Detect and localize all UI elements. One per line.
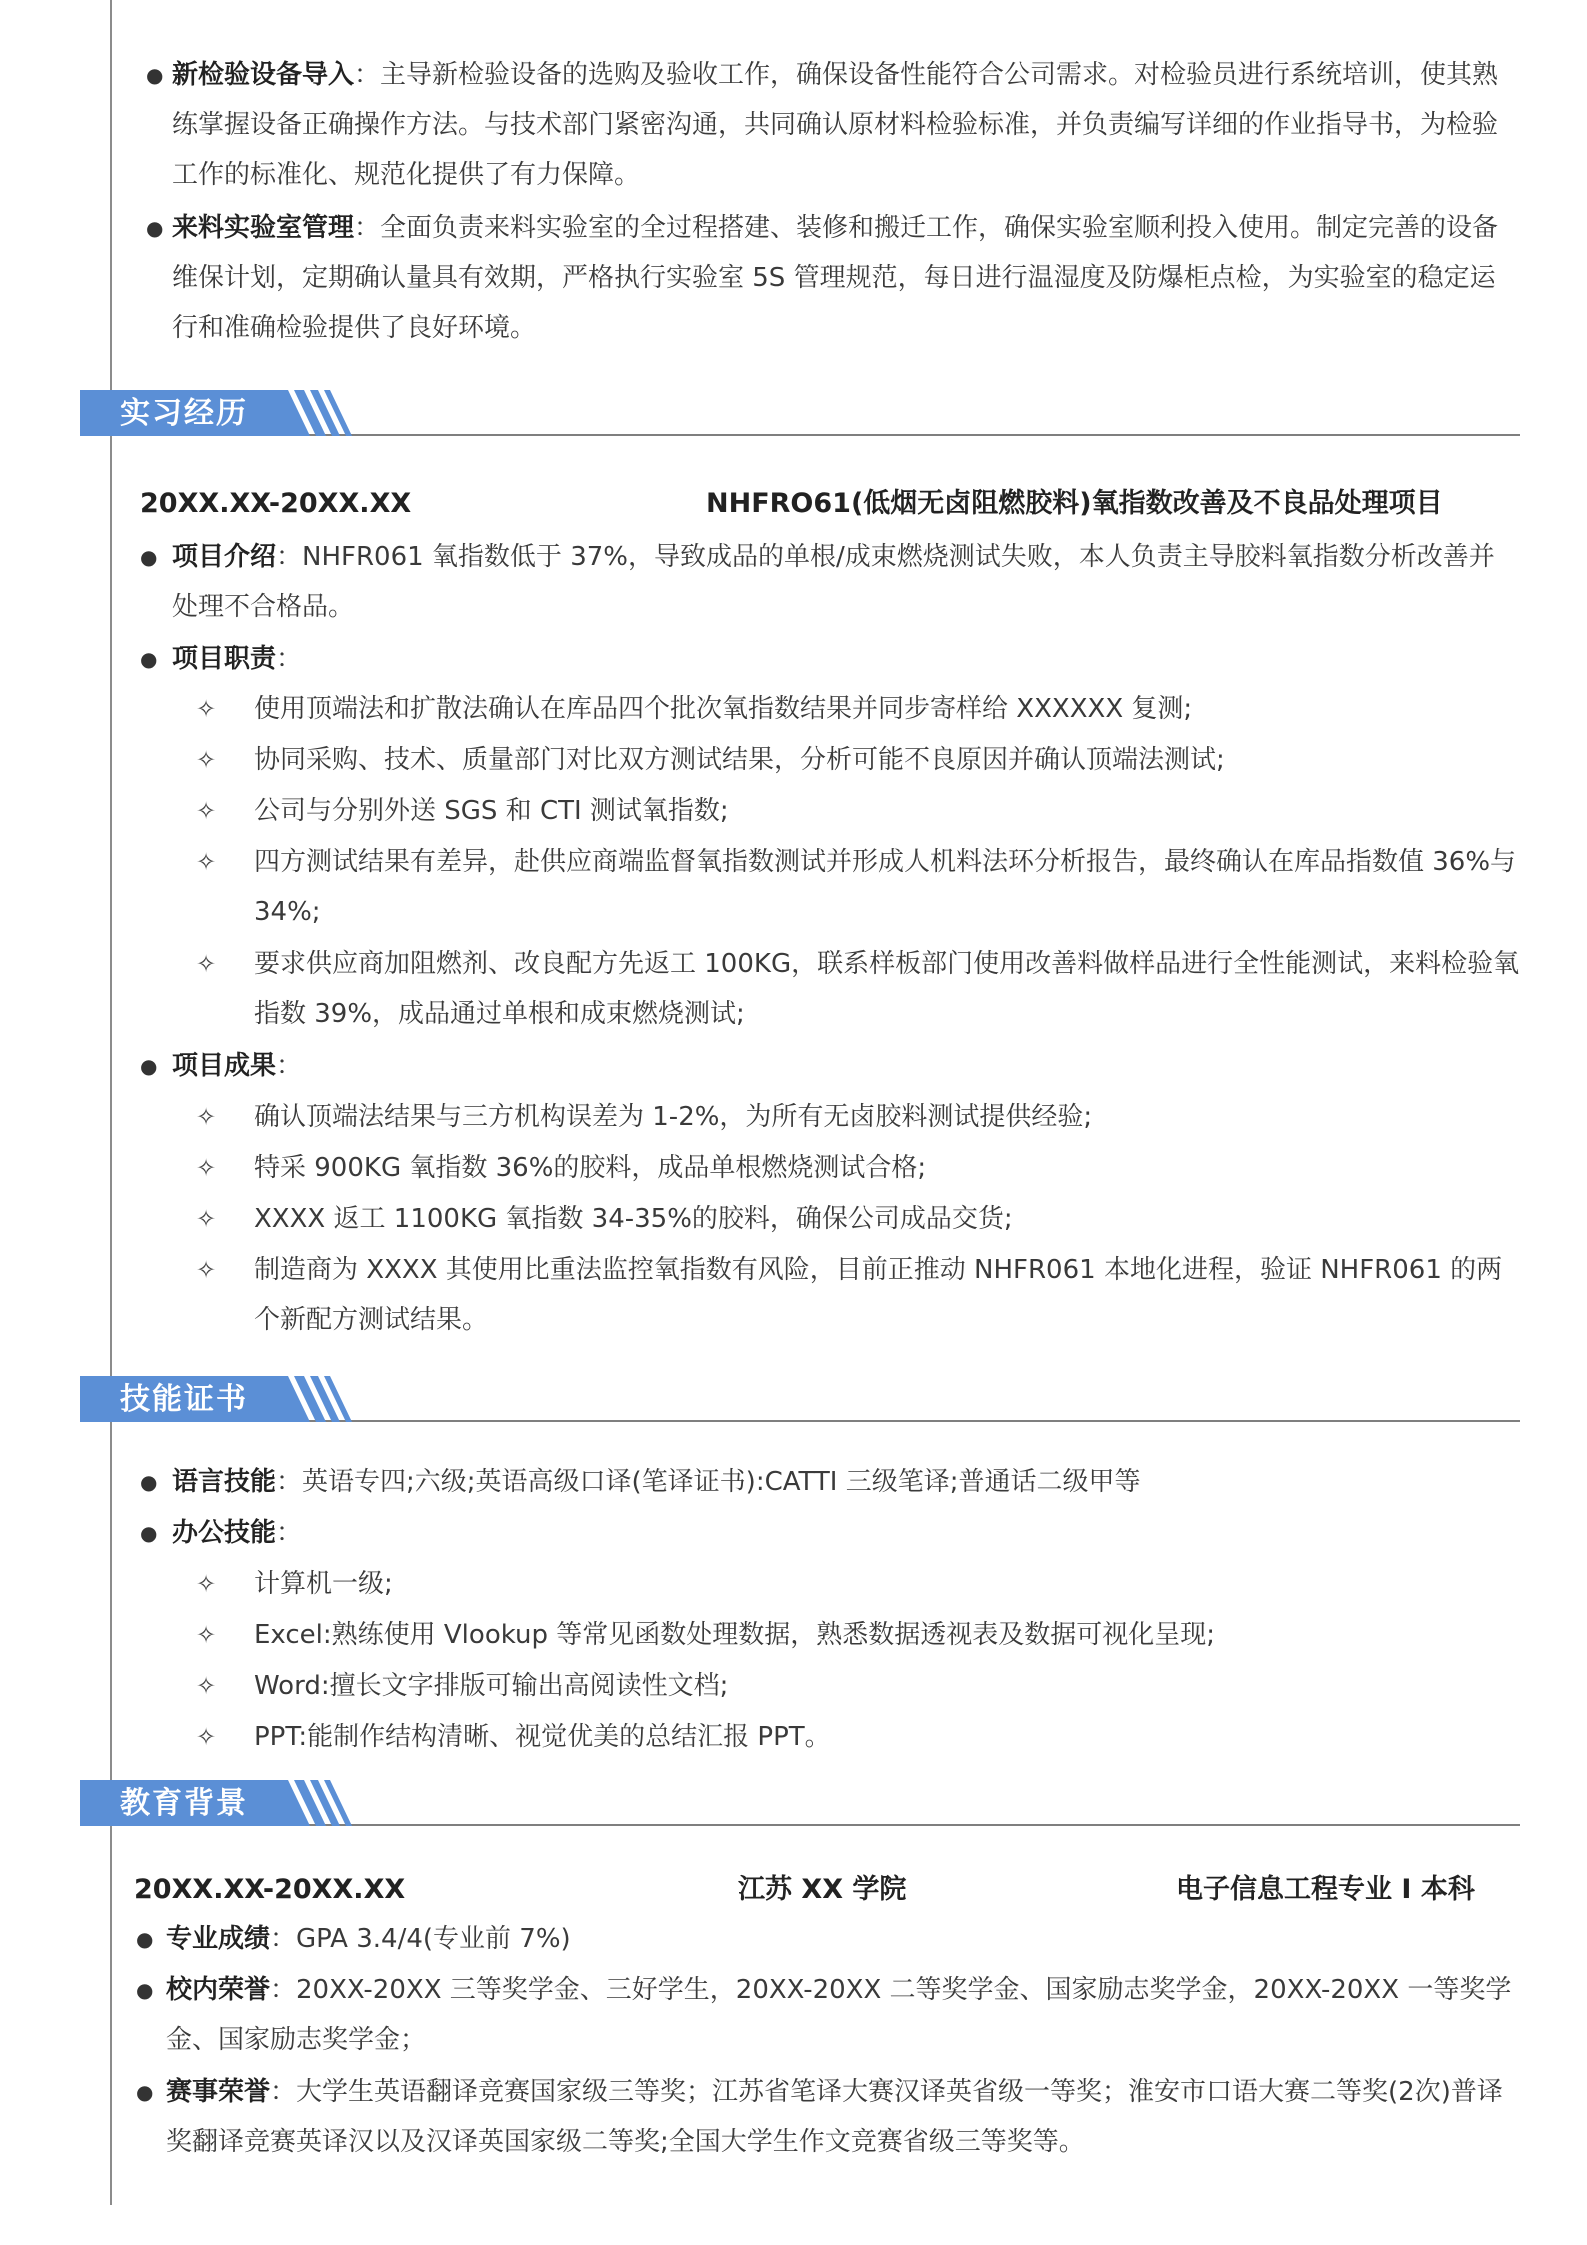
lang-label: 语言技能	[172, 1467, 277, 1497]
bullet-icon: ●	[140, 1054, 158, 1078]
bullet-icon: ●	[140, 545, 158, 569]
section-education-header	[80, 1780, 1520, 1840]
diamond-icon: ✧	[196, 1570, 217, 1598]
diamond-icon: ✧	[196, 797, 217, 825]
edu-item-label: 专业成绩	[166, 1924, 271, 1954]
office-item: PPT:能制作结构清晰、视觉优美的总结汇报 PPT。	[254, 1722, 831, 1752]
result-item: XXXX 返工 1100KG 氧指数 34-35%的胶料，确保公司成品交货;	[254, 1204, 1013, 1234]
office-label: 办公技能	[172, 1518, 277, 1548]
top-item-2	[172, 203, 1520, 353]
timeline-line	[110, 0, 112, 2205]
bullet-icon: ●	[140, 647, 158, 671]
office-item: Word:擅长文字排版可输出高阅读性文档;	[254, 1671, 729, 1701]
diamond-icon: ✧	[196, 950, 217, 978]
intro-text: ：NHFR061 氧指数低于 37%，导致成品的单根/成束燃烧测试失败，本人负责主导胶料氧指数分析改善并处理不合格品。	[172, 542, 1495, 622]
diamond-icon: ✧	[196, 1205, 217, 1233]
intro-label: 项目介绍	[172, 542, 277, 572]
duty-colon: ：	[276, 644, 303, 674]
diamond-icon: ✧	[196, 1103, 217, 1131]
bullet-icon: ●	[136, 1927, 154, 1951]
section-title: 教育背景	[120, 1786, 248, 1821]
edu-item	[166, 1965, 1520, 2065]
bullet-icon: ●	[136, 1978, 154, 2002]
top-item-1-text: ：主导新检验设备的选购及验收工作，确保设备性能符合公司需求。对检验员进行系统培训，使其熟练掌握设备正确操作方法。与技术部门紧密沟通，共同确认原材料检验标准，并负责编写详细的作业指导书，为检验工作的标准化、规范化提供了有力保障。	[172, 60, 1499, 190]
internship-project: NHFRO61(低烟无卤阻燃胶料)氧指数改善及不良品处理项目	[706, 488, 1443, 519]
result-heading	[172, 1041, 1520, 1091]
office-heading	[172, 1508, 1520, 1558]
edu-item	[166, 1914, 1520, 1964]
education-date: 20XX.XX-20XX.XX	[134, 1874, 406, 1905]
top-item-1	[172, 50, 1520, 200]
lang-skill	[172, 1457, 1520, 1507]
result-colon: ：	[276, 1051, 303, 1081]
diamond-icon: ✧	[196, 1723, 217, 1751]
bullet-icon: ●	[140, 1521, 158, 1545]
diamond-icon: ✧	[196, 1621, 217, 1649]
office-item: 计算机一级;	[254, 1569, 393, 1599]
intro-item	[172, 532, 1520, 632]
section-title: 实习经历	[120, 396, 248, 431]
top-item-2-label: 来料实验室管理	[172, 213, 355, 243]
duty-item: 要求供应商加阻燃剂、改良配方先返工 100KG，联系样板部门使用改善料做样品进行全性能测试，来料检验氧指数 39%，成品通过单根和成束燃烧测试;	[254, 949, 1520, 1029]
section-skills-header	[80, 1376, 1520, 1436]
office-colon: ：	[276, 1518, 303, 1548]
section-internship-header	[80, 390, 1520, 450]
education-school: 江苏 XX 学院	[738, 1874, 907, 1905]
diamond-icon: ✧	[196, 1154, 217, 1182]
duty-heading	[172, 634, 1520, 684]
result-item: 确认顶端法结果与三方机构误差为 1-2%，为所有无卤胶料测试提供经验;	[254, 1102, 1093, 1132]
internship-date: 20XX.XX-20XX.XX	[140, 488, 412, 519]
edu-item-text: ：大学生英语翻译竞赛国家级三等奖；江苏省笔译大赛汉译英省级一等奖；淮安市口语大赛二等奖(2次)普译奖翻译竞赛英译汉以及汉译英国家级二等奖;全国大学生作文竞赛省级三等奖等。	[166, 2077, 1503, 2157]
diamond-icon: ✧	[196, 848, 217, 876]
edu-item-label: 校内荣誉	[166, 1975, 271, 2005]
office-item: Excel:熟练使用 Vlookup 等常见函数处理数据，熟悉数据透视表及数据可视化呈现;	[254, 1620, 1215, 1650]
bullet-icon: ●	[140, 1470, 158, 1494]
education-major: 电子信息工程专业 Ⅰ 本科	[1176, 1874, 1475, 1905]
top-item-2-text: ：全面负责来料实验室的全过程搭建、装修和搬迁工作，确保实验室顺利投入使用。制定完善的设备维保计划，定期确认量具有效期，严格执行实验室 5S 管理规范，每日进行温湿度及防爆柜点检，为实验室的稳定运行和准确检验提供了良好环境。	[172, 213, 1499, 343]
result-item: 制造商为 XXXX 其使用比重法监控氧指数有风险，目前正推动 NHFR061 本地化进程，验证 NHFR061 的两个新配方测试结果。	[254, 1255, 1503, 1335]
result-item: 特采 900KG 氧指数 36%的胶料，成品单根燃烧测试合格;	[254, 1153, 927, 1183]
edu-item-text: ：GPA 3.4/4(专业前 7%)	[270, 1924, 571, 1954]
duty-label: 项目职责	[172, 644, 277, 674]
duty-item: 公司与分别外送 SGS 和 CTI 测试氧指数;	[254, 796, 729, 826]
edu-item	[166, 2067, 1520, 2167]
duty-item: 协同采购、技术、质量部门对比双方测试结果，分析可能不良原因并确认顶端法测试;	[254, 745, 1225, 775]
diamond-icon: ✧	[196, 1672, 217, 1700]
section-title: 技能证书	[120, 1382, 248, 1417]
edu-item-text: ：20XX-20XX 三等奖学金、三好学生，20XX-20XX 二等奖学金、国家励志奖学金，20XX-20XX 一等奖学金、国家励志奖学金；	[166, 1975, 1512, 2055]
diamond-icon: ✧	[196, 746, 217, 774]
bullet-icon: ●	[146, 63, 164, 87]
result-label: 项目成果	[172, 1051, 277, 1081]
diamond-icon: ✧	[196, 1256, 217, 1284]
duty-item: 四方测试结果有差异，赴供应商端监督氧指数测试并形成人机料法环分析报告，最终确认在库品指数值 36%与 34%;	[254, 847, 1517, 927]
top-item-1-label: 新检验设备导入	[172, 60, 355, 90]
bullet-icon: ●	[136, 2080, 154, 2104]
edu-item-label: 赛事荣誉	[166, 2077, 271, 2107]
duty-item: 使用顶端法和扩散法确认在库品四个批次氧指数结果并同步寄样给 XXXXXX 复测;	[254, 694, 1193, 724]
diamond-icon: ✧	[196, 695, 217, 723]
lang-text: ：英语专四;六级;英语高级口译(笔译证书):CATTI 三级笔译;普通话二级甲等	[276, 1467, 1141, 1497]
bullet-icon: ●	[146, 216, 164, 240]
